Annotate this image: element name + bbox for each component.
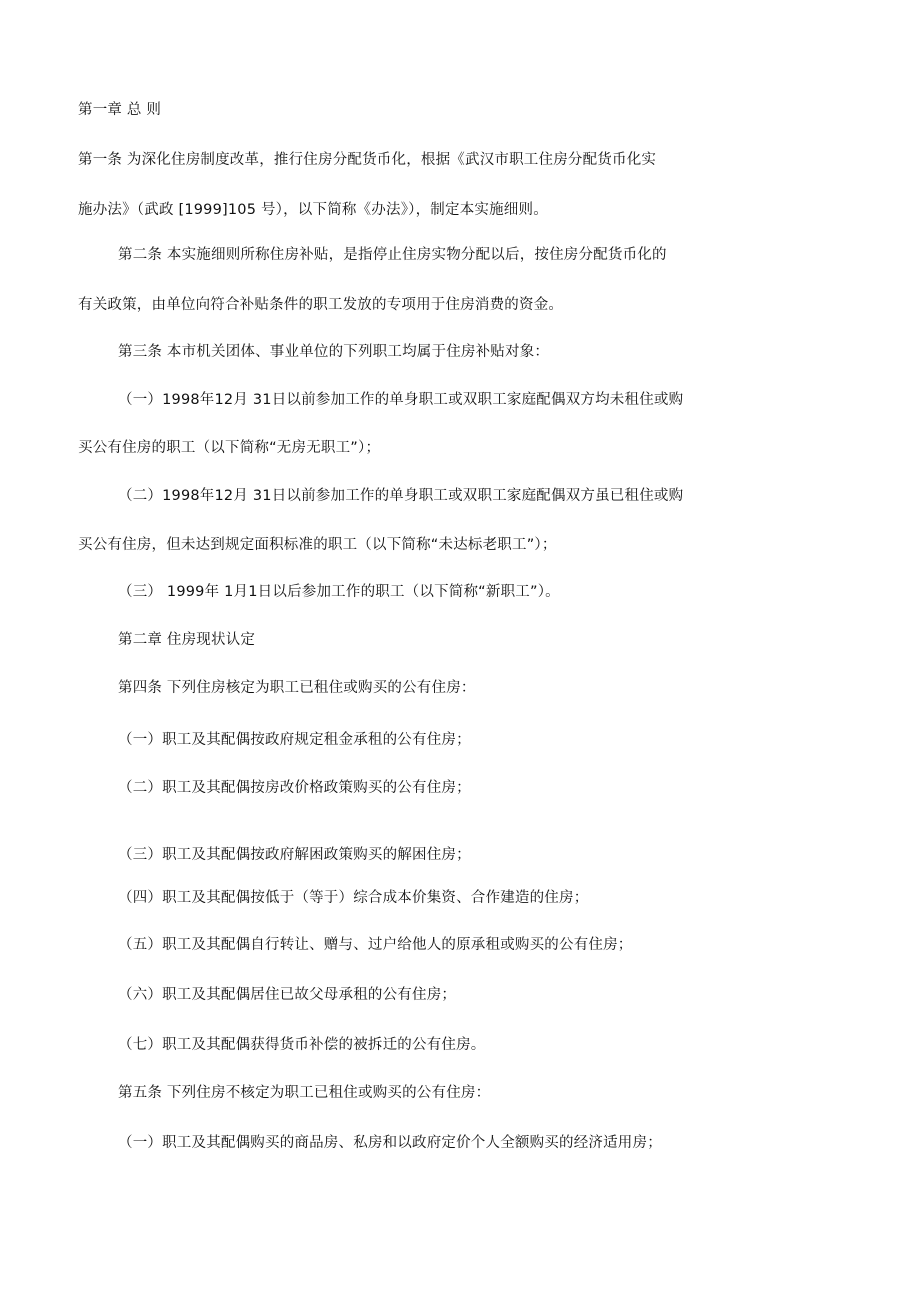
- text-line: 第五条 下列住房不核定为职工已租住或购买的公有住房：: [118, 1085, 491, 1101]
- text-line: 第一条 为深化住房制度改革，推行住房分配货币化，根据《武汉市职工住房分配货币化实: [78, 152, 657, 168]
- text-line: 第二条 本实施细则所称住房补贴，是指停止住房实物分配以后，按住房分配货币化的: [118, 247, 667, 263]
- text-line: 买公有住房的职工（以下简称“无房无职工”）；: [78, 440, 381, 456]
- text-line: （四）职工及其配偶按低于（等于）综合成本价集资、合作建造的住房；: [118, 890, 589, 906]
- text-line: 第四条 下列住房核定为职工已租住或购买的公有住房：: [118, 680, 476, 696]
- text-line: （三）职工及其配偶按政府解困政策购买的解困住房；: [118, 847, 471, 863]
- text-line: 第二章 住房现状认定: [118, 632, 256, 648]
- text-line: （二）职工及其配偶按房改价格政策购买的公有住房；: [118, 780, 471, 796]
- text-line: （三） 1999年 1月1日以后参加工作的职工（以下简称“新职工”）。: [118, 584, 560, 600]
- text-line: 第一章 总 则: [78, 102, 162, 118]
- text-line: 施办法》（武政 [1999]105 号），以下简称《办法》），制定本实施细则。: [78, 202, 548, 218]
- text-line: （一）职工及其配偶购买的商品房、私房和以政府定价个人全额购买的经济适用房；: [118, 1135, 662, 1151]
- text-line: （一）职工及其配偶按政府规定租金承租的公有住房；: [118, 732, 471, 748]
- text-line: （一）1998年12月 31日以前参加工作的单身职工或双职工家庭配偶双方均未租住或购: [118, 392, 684, 408]
- text-line: 第三条 本市机关团体、事业单位的下列职工均属于住房补贴对象：: [118, 344, 550, 360]
- text-line: （七）职工及其配偶获得货币补偿的被拆迁的公有住房。: [118, 1037, 486, 1053]
- text-line: （六）职工及其配偶居住已故父母承租的公有住房；: [118, 987, 457, 1003]
- text-line: （二）1998年12月 31日以前参加工作的单身职工或双职工家庭配偶双方虽已租住或购: [118, 488, 684, 504]
- text-line: （五）职工及其配偶自行转让、赠与、过户给他人的原承租或购买的公有住房；: [118, 937, 633, 953]
- text-line: 买公有住房，但未达到规定面积标准的职工（以下简称“未达标老职工”）；: [78, 537, 557, 553]
- text-line: 有关政策，由单位向符合补贴条件的职工发放的专项用于住房消费的资金。: [78, 297, 564, 313]
